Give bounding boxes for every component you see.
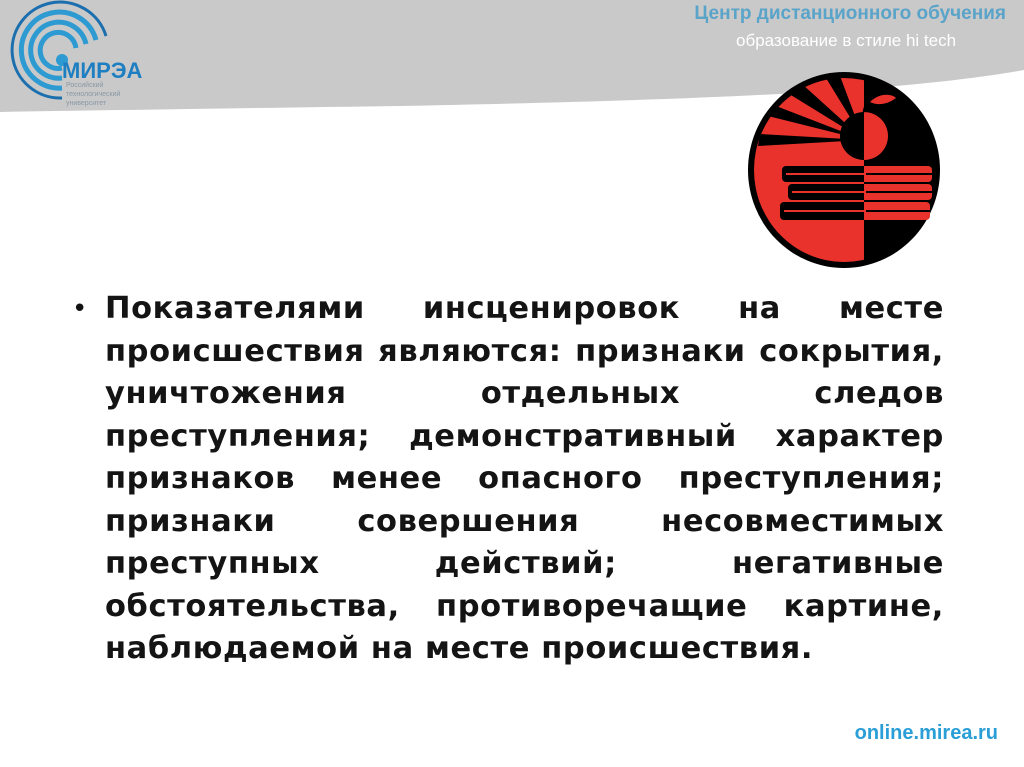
bullet-marker: • [72, 294, 88, 324]
bullet-text: Показателями инсценировок на месте происшествия являются: признаки сокрытия, уничтожения отдельных следов преступления; демонстративный характер признаков менее опасного преступления; признаки совершения несовместимых преступных действий; негативные обстоятельства, противоречащие картине, наблюдаемой на месте происшествия. [105, 291, 944, 666]
footer-site-link[interactable]: online.mirea.ru [854, 722, 998, 744]
header-title: Центр дистанционного обучения [694, 3, 1006, 24]
logo-caption [66, 81, 146, 108]
logo-caption-line: университет [66, 100, 107, 107]
logo-wordmark: МИРЭА [62, 58, 143, 83]
bullet-item [72, 288, 944, 671]
logo-caption-line: Российский [66, 82, 104, 89]
header-subtitle: образование в стиле hi tech [736, 31, 957, 50]
books-apple-icon [746, 70, 942, 270]
logo-caption-line: технологический [66, 91, 121, 98]
mirea-logo[interactable] [0, 0, 180, 125]
